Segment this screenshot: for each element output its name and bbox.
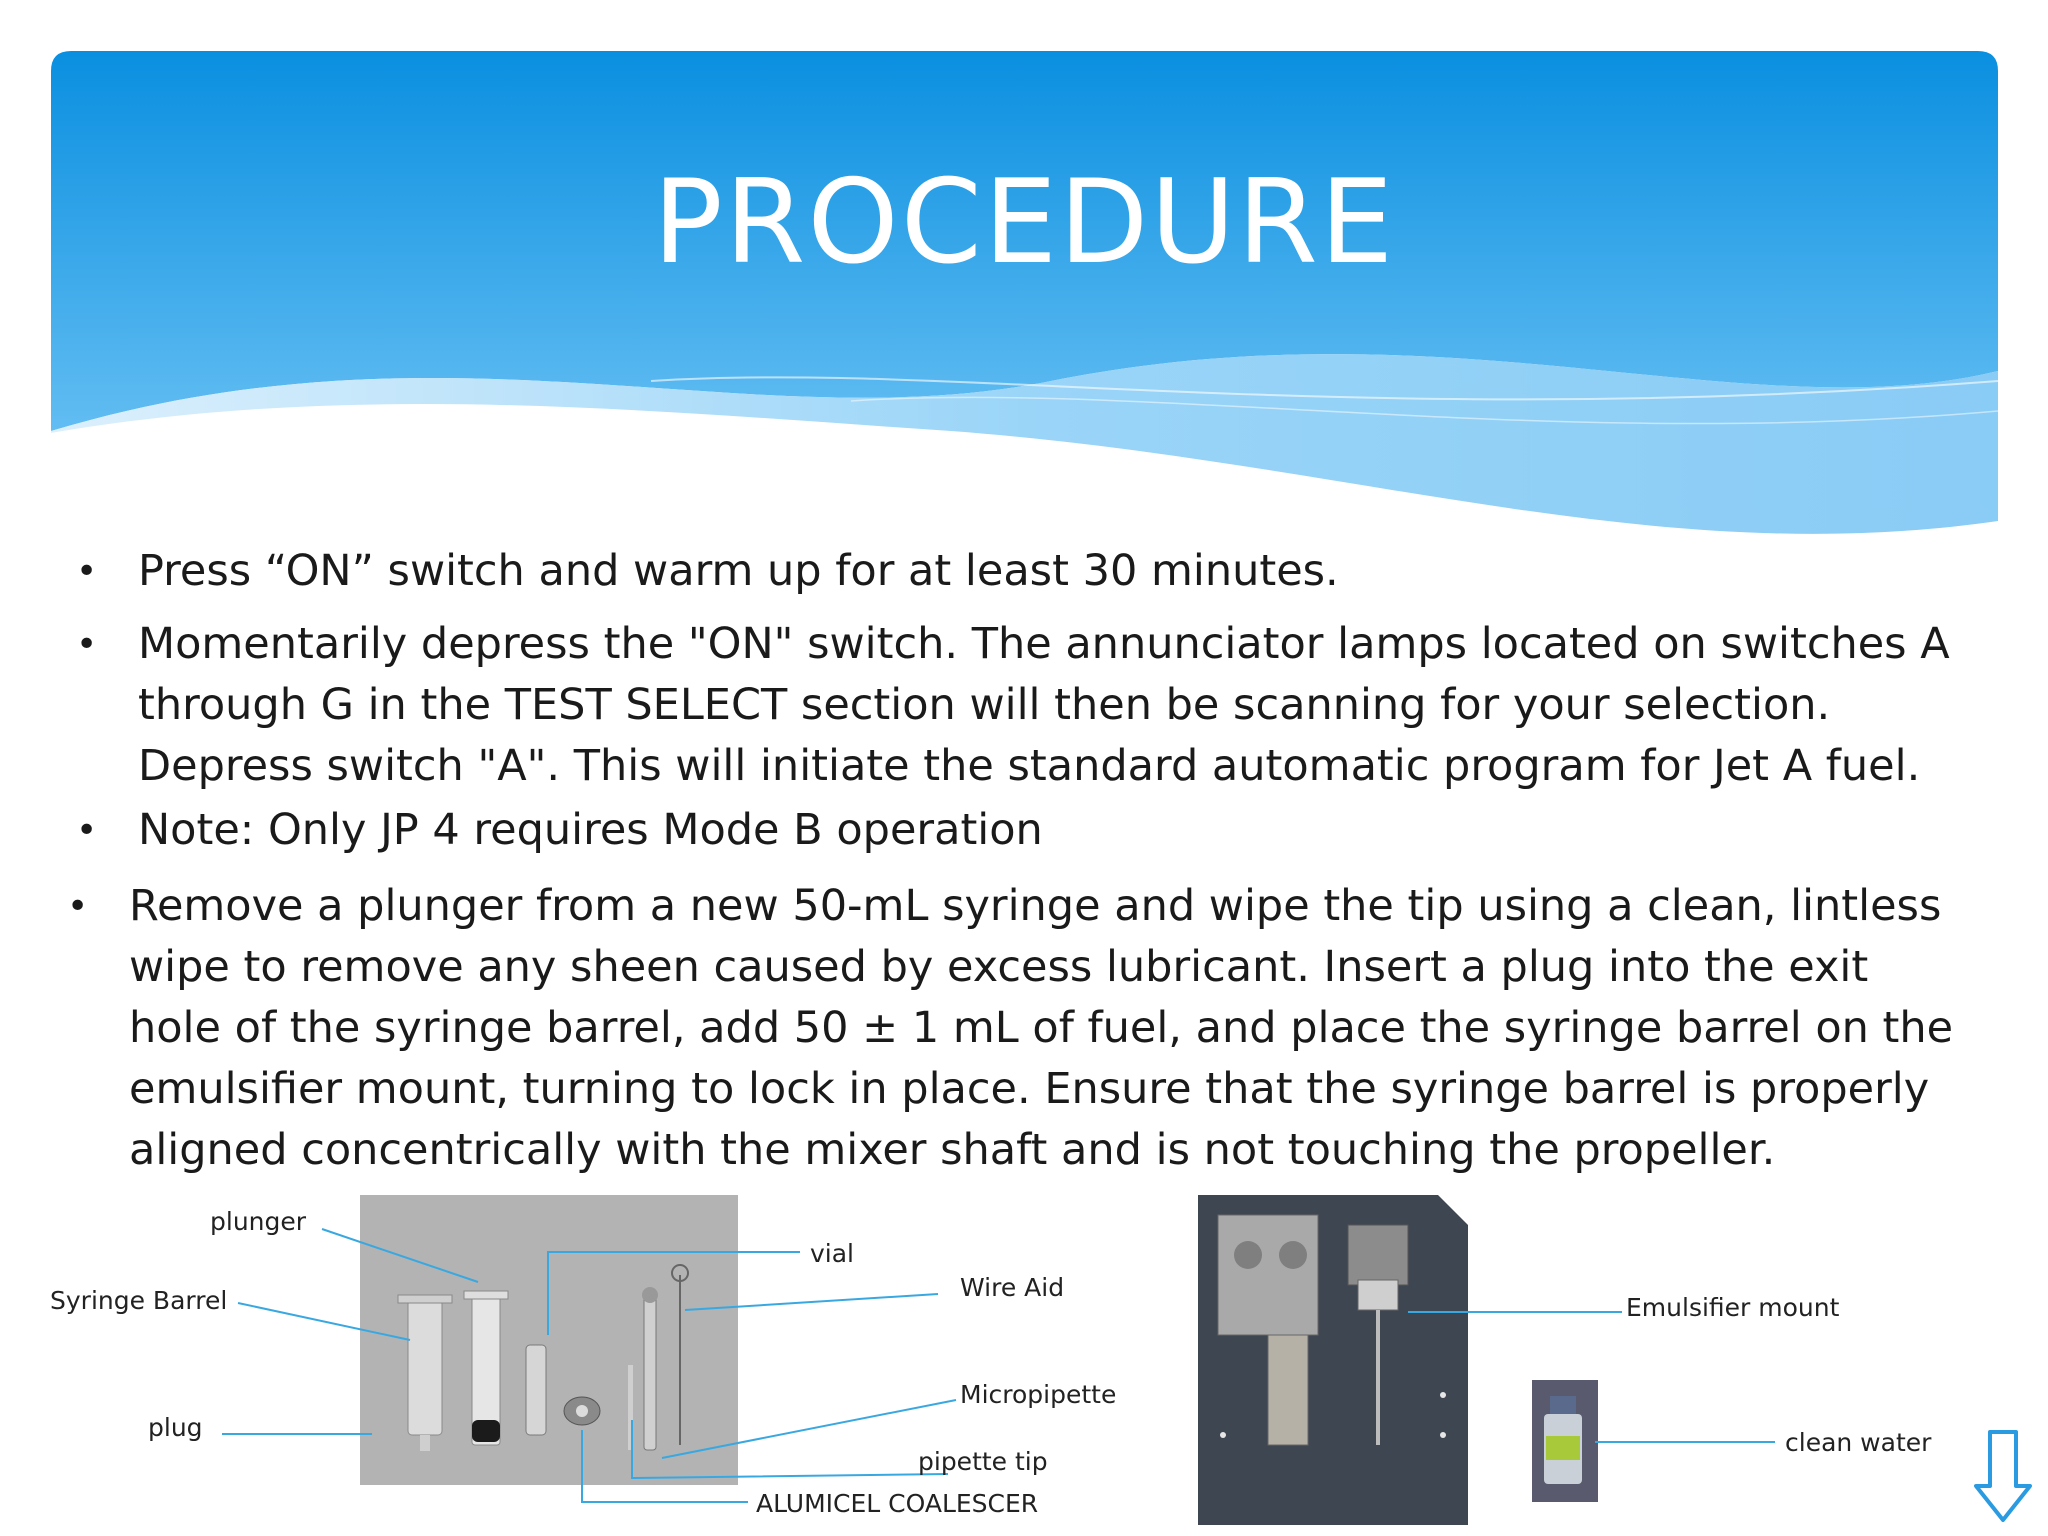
bullet-text: Momentarily depress the "ON" switch. The annunciator lamps located on switches A through G in the TEST SELECT section will then be scanning for your selection. Depress switch "A". This will initiate the standard automatic program for Jet A fuel. [138, 619, 1950, 791]
label-emulsifier-mount: Emulsifier mount [1626, 1293, 1840, 1322]
label-alumicel-coalescer: ALUMICEL COALESCER [756, 1489, 1039, 1518]
label-plug: plug [148, 1413, 203, 1442]
header-banner [51, 51, 1998, 571]
bullet-marker: • [67, 886, 89, 927]
label-pipette-tip: pipette tip [918, 1447, 1048, 1476]
label-syringe-barrel: Syringe Barrel [50, 1286, 228, 1315]
bullet-item [67, 876, 1969, 1181]
label-wire-aid: Wire Aid [960, 1273, 1065, 1302]
label-plunger: plunger [210, 1207, 307, 1236]
label-vial: vial [810, 1239, 855, 1268]
bullet-text: Note: Only JP 4 requires Mode B operation [138, 805, 1043, 855]
bullet-marker: • [76, 624, 98, 665]
down-arrow-icon[interactable] [1972, 1428, 2034, 1524]
bullet-item [76, 800, 1968, 861]
bullet-marker: • [76, 551, 98, 592]
label-clean-water: clean water [1785, 1428, 1932, 1457]
bullet-item [76, 614, 1968, 797]
bullet-text: Remove a plunger from a new 50-mL syringe and wipe the tip using a clean, lintless wipe to remove any sheen caused by excess lubricant. Insert a plug into the exit hole of the syringe barrel, add 50 ± 1 mL of fuel, and place the syringe barrel on the emulsifier mount, turning to lock in place. Ensure that the syringe barrel is properly aligned concentrically with the mixer shaft and is not touching the propeller. [129, 881, 1954, 1175]
slide-title: PROCEDURE [652, 155, 1396, 290]
bullet-marker: • [76, 810, 98, 851]
clean-water-bottle-photo [1532, 1380, 1598, 1502]
bullet-text: Press “ON” switch and warm up for at least 30 minutes. [138, 546, 1339, 596]
emulsifier-photo [1198, 1195, 1468, 1525]
bullet-item [76, 541, 1968, 602]
syringe-parts-photo [360, 1195, 738, 1485]
label-micropipette: Micropipette [960, 1380, 1117, 1409]
